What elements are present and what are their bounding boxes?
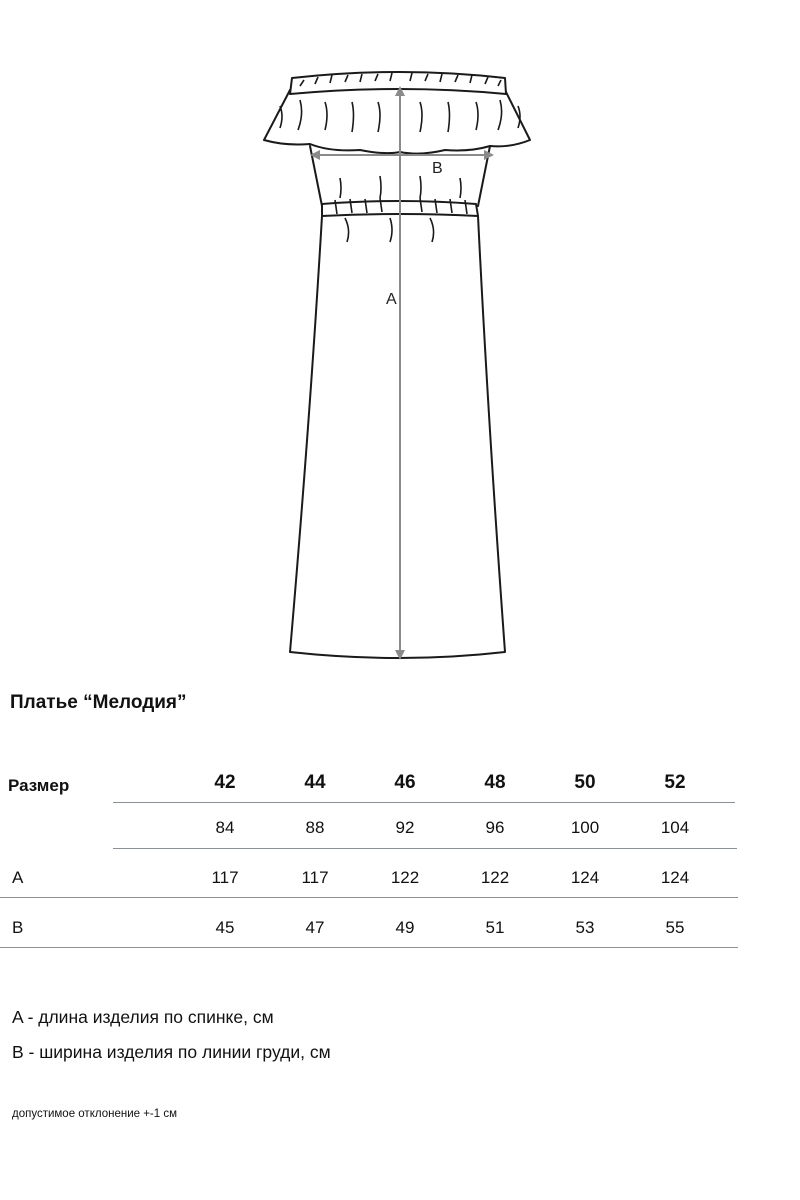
table-cell: 117 <box>301 868 329 887</box>
size-cell: 50 <box>574 772 596 793</box>
size-cell: 44 <box>304 772 326 793</box>
table-cell: 92 <box>395 818 415 837</box>
table-cell: 117 <box>211 868 239 887</box>
table-divider <box>0 897 738 898</box>
size-cell: 52 <box>664 772 686 793</box>
size-table <box>0 760 800 960</box>
size-header-label: Размер <box>8 776 70 795</box>
tolerance-note: допустимое отклонение +-1 см <box>12 1108 177 1120</box>
table-cell: 124 <box>570 868 600 887</box>
table-cell: 96 <box>485 818 505 837</box>
table-cell: 122 <box>480 868 510 887</box>
table-cell: 47 <box>305 918 325 937</box>
size-cell: 46 <box>394 772 416 793</box>
table-divider <box>113 848 737 849</box>
size-cell: 42 <box>214 772 236 793</box>
table-cell: 100 <box>570 818 600 837</box>
size-header-row <box>0 772 800 802</box>
measure-label-b: B <box>432 160 443 177</box>
table-row <box>0 818 800 848</box>
size-cell: 48 <box>484 772 506 793</box>
table-cell: 45 <box>215 918 235 937</box>
note-b: B - ширина изделия по линии груди, см <box>12 1042 331 1062</box>
skirt <box>290 216 505 658</box>
table-cell: 55 <box>665 918 685 937</box>
measure-label-a: A <box>386 291 397 308</box>
table-cell: 84 <box>215 818 235 837</box>
table-cell: 124 <box>660 868 690 887</box>
table-cell: 53 <box>575 918 595 937</box>
table-divider <box>0 947 738 948</box>
table-cell: 104 <box>660 818 690 837</box>
table-row <box>0 918 800 948</box>
table-cell: 88 <box>305 818 325 837</box>
table-cell: 51 <box>485 918 505 937</box>
note-a: A - длина изделия по спинке, см <box>12 1007 274 1027</box>
table-cell: 122 <box>390 868 420 887</box>
ruffle <box>264 90 530 154</box>
measurement-notes <box>12 1000 331 1070</box>
table-row <box>0 868 800 898</box>
page-title: Платье “Мелодия” <box>10 692 187 713</box>
row-label: A <box>12 868 24 887</box>
table-cell: 49 <box>395 918 415 937</box>
table-divider <box>113 802 735 803</box>
row-label: B <box>12 918 24 937</box>
